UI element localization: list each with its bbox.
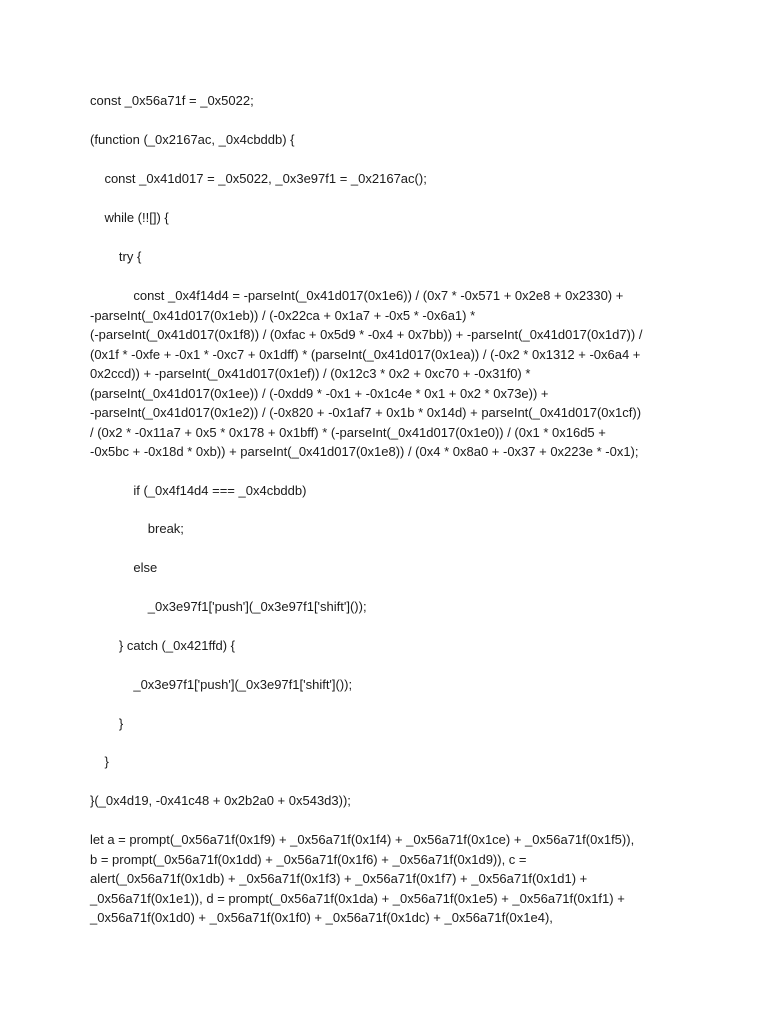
- code-line: }: [90, 716, 124, 731]
- code-line: const _0x56a71f = _0x5022;: [90, 93, 254, 108]
- code-line: const _0x41d017 = _0x5022, _0x3e97f1 = _0x2167ac();: [90, 171, 427, 186]
- code-line: while (!![]) {: [90, 210, 169, 225]
- code-line: / (0x2 * -0x11a7 + 0x5 * 0x178 + 0x1bff) * (-parseInt(_0x41d017(0x1e0)) / (0x1 * 0x16d5 +: [90, 424, 606, 440]
- code-line: -0x5bc + -0x18d * 0xb)) + parseInt(_0x41d017(0x1e8)) / (0x4 * 0x8a0 + -0x37 + 0x223e * -0x1);: [90, 444, 639, 459]
- code-line: } catch (_0x421ffd) {: [90, 638, 236, 653]
- code-line: (-parseInt(_0x41d017(0x1f8)) / (0xfac + 0x5d9 * -0x4 + 0x7bb)) + -parseInt(_0x41d017(0x1d7)) /: [90, 327, 643, 342]
- code-line: let a = prompt(_0x56a71f(0x1f9) + _0x56a71f(0x1f4) + _0x56a71f(0x1ce) + _0x56a71f(0x1f5)),: [90, 832, 635, 847]
- code-line: (function (_0x2167ac, _0x4cbddb) {: [90, 132, 295, 147]
- code-line: const _0x4f14d4 = -parseInt(_0x41d017(0x1e6)) / (0x7 * -0x571 + 0x2e8 + 0x2330) +: [90, 288, 624, 303]
- code-line: break;: [90, 521, 184, 536]
- code-line: alert(_0x56a71f(0x1db) + _0x56a71f(0x1f3) + _0x56a71f(0x1f7) + _0x56a71f(0x1d1) +: [90, 871, 588, 886]
- code-line: }: [90, 754, 109, 769]
- code-line: _0x56a71f(0x1e1)), d = prompt(_0x56a71f(0x1da) + _0x56a71f(0x1e5) + _0x56a71f(0x1f1) +: [90, 890, 625, 906]
- code-line: (0x1f * -0xfe + -0x1 * -0xc7 + 0x1dff) * (parseInt(_0x41d017(0x1ea)) / (-0x2 * 0x1312 + -0x6a4 +: [90, 346, 641, 362]
- code-line: _0x3e97f1['push'](_0x3e97f1['shift']());: [90, 677, 353, 692]
- code-line: else: [90, 560, 158, 575]
- code-line: _0x56a71f(0x1d0) + _0x56a71f(0x1f0) + _0x56a71f(0x1dc) + _0x56a71f(0x1e4),: [90, 910, 553, 925]
- code-line: if (_0x4f14d4 === _0x4cbddb): [90, 483, 307, 498]
- code-line: }(_0x4d19, -0x41c48 + 0x2b2a0 + 0x543d3));: [90, 793, 351, 808]
- code-line: try {: [90, 249, 142, 264]
- code-line: (parseInt(_0x41d017(0x1ee)) / (-0xdd9 * -0x1 + -0x1c4e * 0x1 + 0x2 * 0x73e)) +: [90, 385, 549, 401]
- code-line: -parseInt(_0x41d017(0x1eb)) / (-0x22ca + 0x1a7 + -0x5 * -0x6a1) *: [90, 307, 476, 323]
- code-line: 0x2ccd)) + -parseInt(_0x41d017(0x1ef)) / (0x12c3 * 0x2 + 0xc70 + -0x31f0) *: [90, 366, 531, 381]
- code-line: _0x3e97f1['push'](_0x3e97f1['shift']());: [90, 599, 367, 614]
- code-line: b = prompt(_0x56a71f(0x1dd) + _0x56a71f(0x1f6) + _0x56a71f(0x1d9)), c =: [90, 851, 527, 867]
- code-line: -parseInt(_0x41d017(0x1e2)) / (-0x820 + -0x1af7 + 0x1b * 0x14d) + parseInt(_0x41d017(0x1cf)): [90, 405, 642, 420]
